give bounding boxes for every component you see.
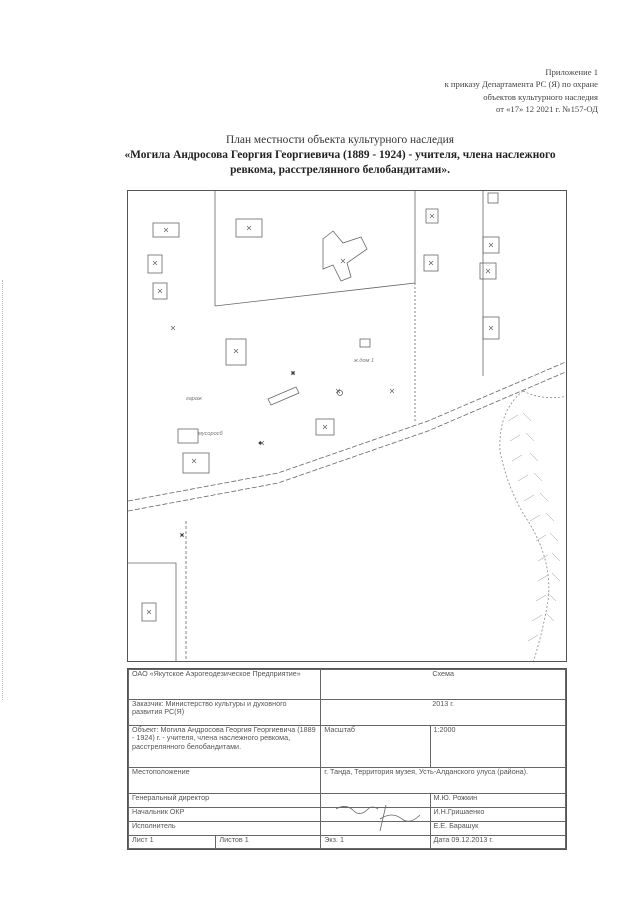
title-block: [127, 668, 567, 850]
role-director-cell: Генеральный директор: [129, 794, 321, 808]
name-head-cell: И.Н.Гришаенко: [430, 808, 565, 822]
name-director-cell: М.Ю. Рожкин: [430, 794, 565, 808]
role-executor-cell: Исполнитель: [129, 822, 321, 836]
site-plan-map: [127, 190, 567, 662]
customer-cell: Заказчик: Министерство культуры и духовного развития РС(Я): [129, 700, 321, 726]
org-cell: ОАО «Якутское Аэрогеодезическое Предприятие»: [129, 670, 321, 700]
location-value-cell: г. Танда, Территория музея, Усть-Алданского улуса (района).: [321, 768, 566, 794]
location-label-cell: Местоположение: [129, 768, 321, 794]
scale-label-cell: Масштаб: [321, 726, 430, 768]
document-title: [60, 133, 620, 178]
name-executor-cell: Е.Е. Барашук: [430, 822, 565, 836]
order-date-number: от «17» 12 2021 г. №157-ОД: [496, 104, 598, 115]
title-line-1: План местности объекта культурного наследия: [226, 134, 454, 146]
sheet-cell: Лист 1: [129, 836, 216, 849]
handwritten-signatures: [328, 797, 438, 837]
map-label-bin: мусоросб: [198, 431, 223, 437]
map-drawing: [128, 191, 567, 662]
scale-value-cell: 1:2000: [430, 726, 565, 768]
title-block-footer: [128, 835, 566, 849]
scan-edge-marks: [2, 280, 6, 700]
object-cell: Объект: Могила Андросова Георгия Георгиевича (1889 - 1924) г. - учителя, члена наслежного ревкома, расстрелянного белобандитами.: [129, 726, 321, 768]
title-line-3: ревкома, расстрелянного белобандитами».: [230, 164, 450, 176]
appendix-label: Приложение 1: [545, 67, 598, 77]
order-reference: к приказу Департамента РС (Я) по охране: [444, 79, 598, 90]
map-label-house: ж.дом 1: [354, 358, 375, 364]
order-reference-cont: объектов культурного наследия: [483, 91, 598, 102]
appendix-header: [445, 66, 598, 116]
date-cell: Дата 09.12.2013 г.: [430, 836, 565, 849]
map-label-garage: гараж: [186, 396, 202, 402]
copy-cell: Экз. 1: [321, 836, 430, 849]
doc-type-cell: Схема: [321, 670, 566, 700]
year-cell: 2013 г.: [321, 700, 566, 726]
sheets-cell: Листов 1: [216, 836, 321, 849]
title-line-2: «Могила Андросова Георгия Георгиевича (1889 - 1924) - учителя, члена наслежного: [124, 149, 556, 161]
role-head-cell: Начальник ОКР: [129, 808, 321, 822]
